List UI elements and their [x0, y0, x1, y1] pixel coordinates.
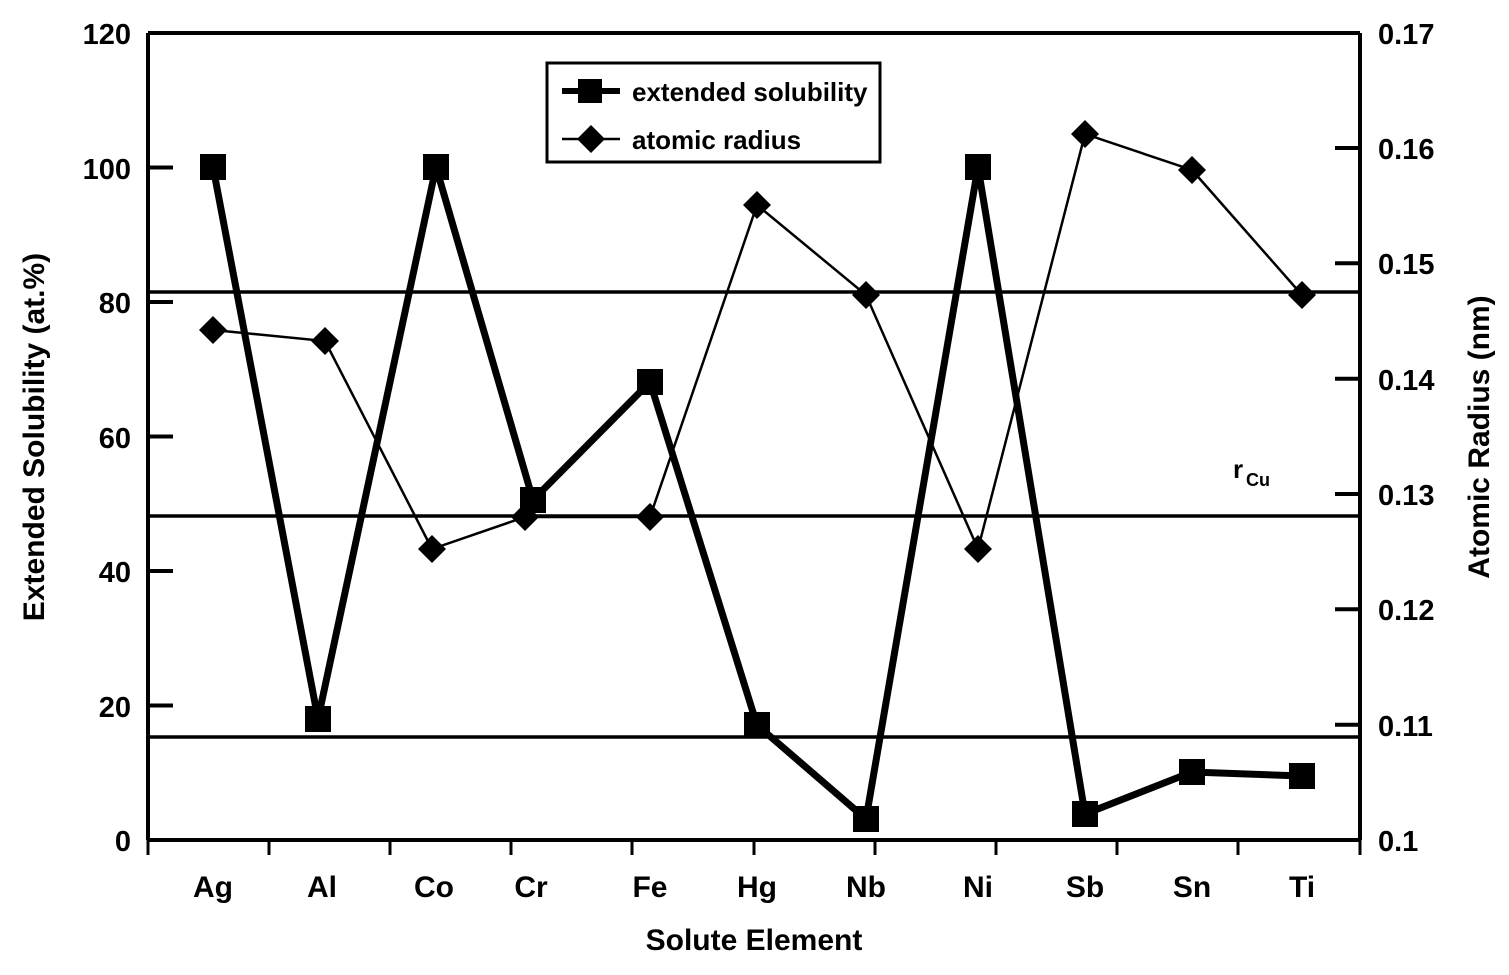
r-cu-annotation-text: r [1233, 454, 1244, 484]
y-tick-label: 80 [98, 288, 131, 320]
left-axis-tick-labels [83, 19, 131, 858]
y-tick-label: 0 [114, 826, 131, 858]
y2-tick-label: 0.13 [1378, 480, 1435, 512]
right-axis-ticks [1335, 33, 1360, 840]
legend-label-extended-solubility: extended solubility [632, 77, 868, 107]
x-axis-ticks [148, 840, 1360, 855]
y2-tick-label: 0.11 [1378, 711, 1433, 743]
r-cu-annotation-subscript: Cu [1246, 470, 1270, 490]
y2-tick-label: 0.16 [1378, 134, 1435, 166]
chart-legend [547, 63, 880, 162]
category-label: Sb [1065, 871, 1105, 904]
x-axis-category-labels [193, 871, 1315, 904]
category-label: Co [414, 871, 454, 904]
y-tick-label: 100 [82, 154, 131, 186]
y2-tick-label: 0.15 [1378, 249, 1435, 281]
y-tick-label: 40 [98, 557, 131, 589]
category-label: Ti [1288, 871, 1316, 904]
category-label: Hg [737, 871, 777, 904]
left-axis-ticks [148, 33, 173, 840]
x-axis-title: Solute Element [645, 924, 863, 957]
y-tick-label: 20 [98, 692, 131, 724]
y-tick-label: 60 [98, 423, 131, 455]
category-label: Cr [514, 871, 548, 904]
category-label: Nb [846, 871, 886, 904]
series-extended-solubility [200, 154, 1315, 832]
category-label: Ni [963, 871, 993, 904]
category-label: Sn [1172, 871, 1212, 904]
y2-axis-title: Atomic Radius (nm) [1463, 295, 1496, 579]
y2-tick-label: 0.12 [1378, 595, 1435, 627]
legend-label-atomic-radius: atomic radius [632, 125, 802, 155]
y2-tick-label: 0.17 [1378, 19, 1435, 51]
r-cu-annotation [1233, 454, 1270, 490]
category-label: Al [307, 871, 337, 904]
category-label: Ag [193, 871, 233, 904]
y2-tick-label: 0.14 [1378, 365, 1435, 397]
category-label: Fe [632, 871, 668, 904]
right-axis-tick-labels [1378, 19, 1434, 858]
y-tick-label: 120 [82, 19, 131, 51]
square-marker-icon [578, 79, 602, 103]
y-axis-title: Extended Solubility (at.%) [18, 252, 51, 622]
y2-tick-label: 0.1 [1378, 826, 1419, 858]
